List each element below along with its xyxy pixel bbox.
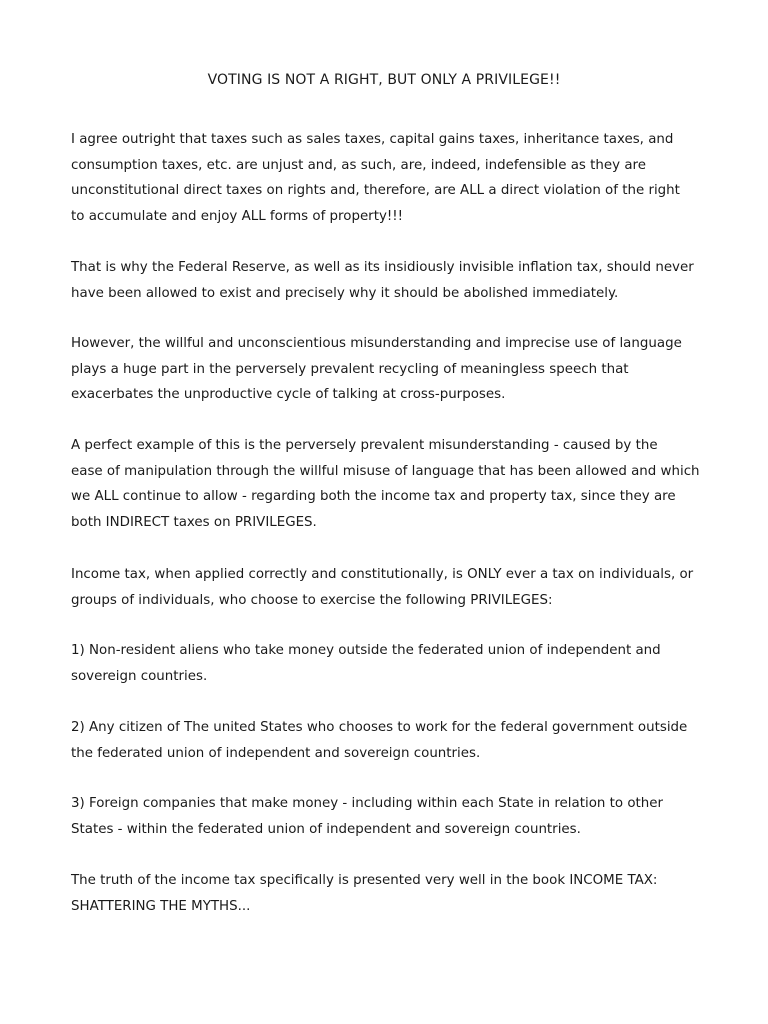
- paragraph-line: Income tax, when applied correctly and constitutionally, is ONLY ever a tax on individuals, or: [71, 567, 694, 582]
- paragraph-line: the federated union of independent and sovereign countries.: [71, 745, 481, 761]
- list-item-2: [71, 715, 711, 766]
- paragraph-3: [71, 331, 711, 408]
- paragraph-line: exacerbates the unproductive cycle of talking at cross-purposes.: [71, 387, 506, 402]
- paragraph-line: States - within the federated union of independent and sovereign countries.: [71, 821, 581, 837]
- paragraph-line: plays a huge part in the perversely prevalent recycling of meaningless speech that: [71, 361, 629, 377]
- paragraph-9: [71, 868, 711, 919]
- paragraph-line: both INDIRECT taxes on PRIVILEGES.: [71, 514, 317, 530]
- paragraph-line: have been allowed to exist and precisely why it should be abolished immediately.: [71, 285, 619, 301]
- paragraph-line: sovereign countries.: [71, 668, 208, 684]
- paragraph-line: unconstitutional direct taxes on rights and, therefore, are ALL a direct violation of the right: [71, 183, 680, 198]
- document-title: VOTING IS NOT A RIGHT, BUT ONLY A PRIVILEGE!!: [207, 72, 561, 88]
- paragraph-line: 2) Any citizen of The united States who chooses to work for the federal government outside: [71, 720, 688, 735]
- paragraph-4: [71, 433, 711, 535]
- paragraph-line: SHATTERING THE MYTHS...: [71, 898, 251, 914]
- paragraph-line: The truth of the income tax specifically is presented very well in the book INCOME TAX:: [71, 873, 658, 888]
- paragraph-line: A perfect example of this is the perversely prevalent misunderstanding - caused by the: [71, 438, 658, 453]
- paragraph-5: [71, 562, 711, 613]
- paragraph-2: [71, 255, 711, 306]
- paragraph-line: consumption taxes, etc. are unjust and, as such, are, indeed, indefensible as they are: [71, 157, 646, 173]
- paragraph-line: 1) Non-resident aliens who take money outside the federated union of independent and: [71, 643, 661, 658]
- paragraph-1: [71, 127, 711, 229]
- paragraph-line: 3) Foreign companies that make money - including within each State in relation to other: [71, 796, 663, 811]
- paragraph-line: we ALL continue to allow - regarding both the income tax and property tax, since they are: [71, 489, 676, 504]
- paragraph-line: I agree outright that taxes such as sales taxes, capital gains taxes, inheritance taxes, and: [71, 132, 674, 147]
- paragraph-line: groups of individuals, who choose to exercise the following PRIVILEGES:: [71, 592, 553, 608]
- list-item-3: [71, 791, 711, 842]
- paragraph-line: to accumulate and enjoy ALL forms of property!!!: [71, 208, 403, 224]
- list-item-1: [71, 638, 711, 689]
- paragraph-line: However, the willful and unconscientious misunderstanding and imprecise use of language: [71, 336, 682, 351]
- paragraph-line: That is why the Federal Reserve, as well as its insidiously invisible inflation tax, should never: [71, 260, 694, 275]
- paragraph-line: ease of manipulation through the willful misuse of language that has been allowed and which: [71, 463, 700, 479]
